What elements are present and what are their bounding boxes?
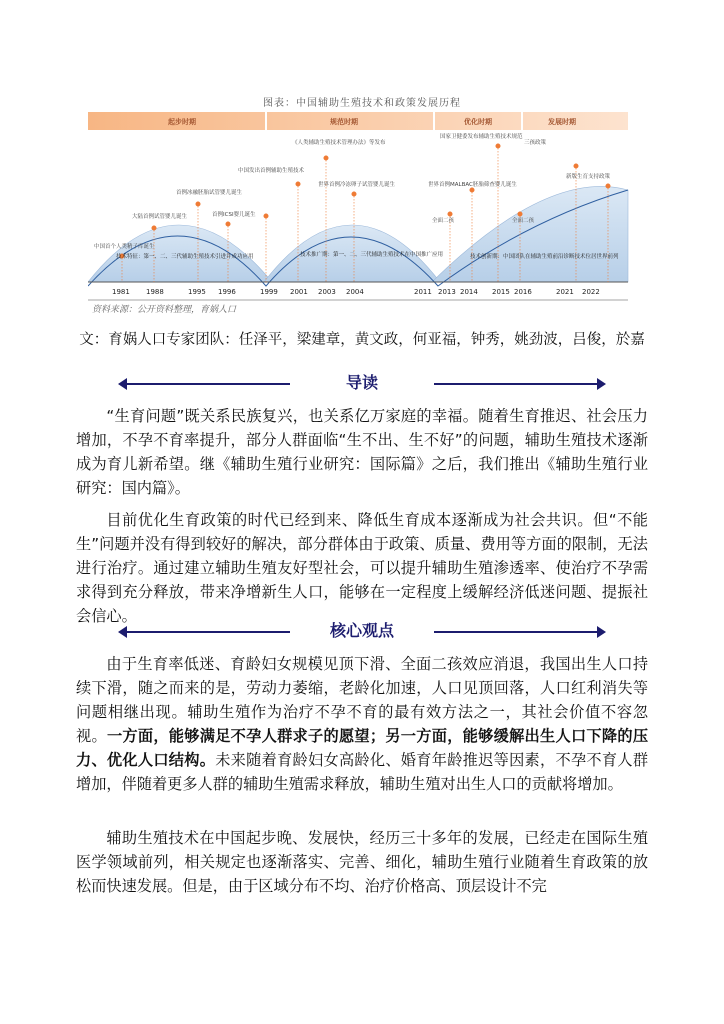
arrow-left-icon <box>118 378 127 390</box>
milestone-note: 首例ICSI婴儿诞生 <box>212 212 256 218</box>
year-tick: 2011 <box>414 288 432 296</box>
year-tick: 1999 <box>260 288 278 296</box>
tech-note-2: 技术推广期：第一、二、三代辅助生殖技术在中国推广应用 <box>300 252 444 258</box>
year-tick: 2022 <box>582 288 600 296</box>
milestone-note: 首例冰融胚胎试管婴儿诞生 <box>176 190 243 196</box>
author-line: 文：育娲人口专家团队：任泽平，梁建章，黄文政，何亚福，钟秀，姚劲波，吕俊，於嘉 <box>79 332 645 348</box>
year-tick: 2004 <box>346 288 364 296</box>
year-tick: 2013 <box>438 288 456 296</box>
section-header-intro <box>120 372 604 394</box>
paragraph-4: 辅助生殖技术在中国起步晚、发展快，经历三十多年的发展，已经走在国际生殖医学领域前列，相关规定也逐渐落实、完善、细化，辅助生殖行业随着生育政策的放松而快速发展。但是，由于区域分布不均、治疗价格高、顶层设计不完 <box>76 829 648 895</box>
year-tick: 1988 <box>146 288 164 296</box>
period-label-4: 发展时期 <box>548 117 576 126</box>
year-tick: 2003 <box>318 288 336 296</box>
year-tick: 2014 <box>460 288 478 296</box>
arrow-left-icon <box>118 626 127 638</box>
period-label-1: 起步时期 <box>168 117 196 126</box>
wave-3 <box>432 186 628 282</box>
milestone-note: 中国首个人类精子库诞生 <box>94 244 155 250</box>
milestone-note: 三孩政策 <box>524 140 547 146</box>
paragraph-3 <box>76 652 648 796</box>
paragraph-3-part-a: 由于生育率低迷、育龄妇女规模见顶下滑、全面二孩效应消退，我国出生人口持续下滑，随之而来的是，劳动力萎缩，老龄化加速，人口见顶回落，人口红利消失等问题相继出现。辅助生殖作为治疗不孕不育的最有效方法之一，其社会价值不容忽视。 <box>76 655 648 745</box>
year-tick: 2016 <box>514 288 532 296</box>
section-title-core: 核心观点 <box>329 621 394 640</box>
milestone-note: 新版生育支持政策 <box>566 174 611 180</box>
milestone-note: 国家卫健委发布辅助生殖技术规范 <box>440 134 523 140</box>
year-tick: 1981 <box>112 288 130 296</box>
year-tick: 2001 <box>290 288 308 296</box>
year-tick: 1996 <box>218 288 236 296</box>
figure-source: 资料来源：公开资料整理，育娲人口 <box>92 305 237 315</box>
section-title-intro: 导读 <box>345 373 378 392</box>
arrow-right-icon <box>597 378 606 390</box>
milestone-note: 中国发出首例辅助生殖技术 <box>238 168 305 174</box>
tech-note-3: 技术创新期：中国团队在辅助生殖前沿诊断技术位居世界前列 <box>470 254 619 260</box>
milestone-note: 世界首例MALBAC胚胎筛查婴儿诞生 <box>428 182 517 188</box>
paragraph-1: “生育问题”既关系民族复兴，也关系亿万家庭的幸福。随着生育推迟、社会压力增加，不孕不育率提升，部分人群面临“生不出、生不好”的问题，辅助生殖技术逐渐成为育儿新希望。继《辅助生殖行业研究：国际篇》之后，我们推出《辅助生殖行业研究：国内篇》。 <box>76 407 648 497</box>
milestone-note: 全面二孩 <box>432 218 455 224</box>
period-label-2: 规范时期 <box>330 117 358 126</box>
year-tick: 1995 <box>188 288 206 296</box>
paragraph-3-part-c: 未来随着育龄妇女高龄化、婚育年龄推迟等因素，不孕不育人群增加，伴随着更多人群的辅助生殖需求释放，辅助生殖对出生人口的贡献将增加。 <box>76 751 649 793</box>
milestone-note: 《人类辅助生殖技术管理办法》等发布 <box>292 140 386 146</box>
milestone-note: 全面二孩 <box>512 218 535 224</box>
milestone-note: 世界首例冷冻卵子试管婴儿诞生 <box>318 182 396 188</box>
paragraph-3-emphasis: 一方面，能够满足不孕人群求子的愿望；另一方面，能够缓解出生人口下降的压力、优化人口结构。 <box>76 727 649 769</box>
paragraph-2: 目前优化生育政策的时代已经到来、降低生育成本逐渐成为社会共识。但“不能生”问题并没有得到较好的解决，部分群体由于政策、质量、费用等方面的限制，无法进行治疗。通过建立辅助生殖友好型社会，可以提升辅助生殖渗透率、使治疗不孕需求得到充分释放，带来净增新生人口，能够在一定程度上缓解经济低迷问题、提振社会信心。 <box>76 511 648 625</box>
arrow-right-icon <box>597 626 606 638</box>
tech-note-1: 技术特征：第一、二、三代辅助生殖技术引进并成功应用 <box>116 254 254 260</box>
period-label-3: 优化时期 <box>464 117 492 126</box>
year-tick: 2021 <box>556 288 574 296</box>
section-header-core <box>120 620 604 642</box>
milestone-note: 大陆首例试管婴儿诞生 <box>132 214 188 220</box>
year-tick: 2015 <box>492 288 510 296</box>
figure-title: 图表：中国辅助生殖技术和政策发展历程 <box>263 98 461 109</box>
timeline-figure <box>88 108 632 302</box>
